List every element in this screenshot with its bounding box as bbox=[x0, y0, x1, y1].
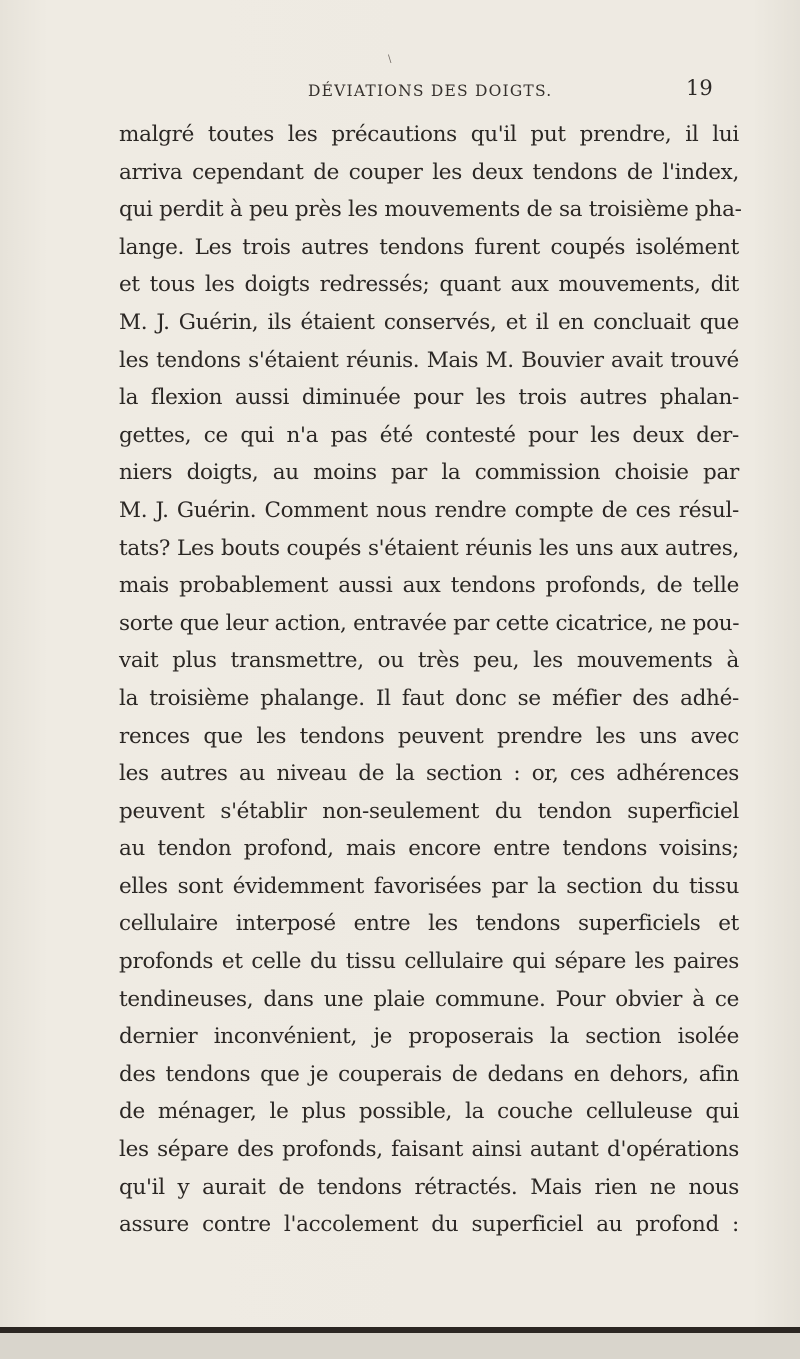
text-line: la flexion aussi diminuée pour les trois autres phalan- bbox=[119, 385, 739, 411]
text-line: sorte que leur action, entravée par cette cicatrice, ne pou- bbox=[119, 610, 740, 636]
text-line: qui perdit à peu près les mouvements de sa troisième pha- bbox=[119, 197, 742, 223]
text-line: tats? Les bouts coupés s'étaient réunis les uns aux autres, bbox=[119, 535, 739, 561]
text-line: cellulaire interposé entre les tendons superficiels et bbox=[119, 911, 739, 937]
text-line: arriva cependant de couper les deux tendons de l'index, bbox=[119, 159, 739, 185]
text-line: profonds et celle du tissu cellulaire qui sépare les paires bbox=[119, 949, 739, 975]
text-line: des tendons que je couperais de dedans en dehors, afin bbox=[119, 1061, 739, 1087]
page-number: 19 bbox=[686, 76, 713, 100]
text-line: de ménager, le plus possible, la couche celluleuse qui bbox=[119, 1099, 739, 1125]
text-line: M. J. Guérin, ils étaient conservés, et il en concluait que bbox=[119, 309, 739, 335]
ink-speck: \ bbox=[388, 54, 392, 65]
page-header bbox=[0, 76, 800, 106]
text-line: les sépare des profonds, faisant ainsi autant d'opérations bbox=[119, 1137, 739, 1163]
text-line: les autres au niveau de la section : or, ces adhérences bbox=[119, 761, 739, 787]
text-line: lange. Les trois autres tendons furent coupés isolément bbox=[119, 234, 739, 260]
text-line: elles sont évidemment favorisées par la section du tissu bbox=[119, 873, 739, 899]
page-bottom-margin bbox=[0, 1333, 800, 1359]
text-line: gettes, ce qui n'a pas été contesté pour les deux der- bbox=[119, 422, 739, 448]
running-head: DÉVIATIONS DES DOIGTS. bbox=[308, 82, 553, 100]
text-line: au tendon profond, mais encore entre tendons voisins; bbox=[119, 836, 739, 862]
body-text bbox=[119, 116, 742, 1244]
text-line: peuvent s'établir non-seulement du tendon superficiel bbox=[119, 798, 739, 824]
text-line: vait plus transmettre, ou très peu, les mouvements à bbox=[119, 648, 739, 674]
text-line: tendineuses, dans une plaie commune. Pour obvier à ce bbox=[119, 986, 739, 1012]
text-line: M. J. Guérin. Comment nous rendre compte de ces résul- bbox=[119, 497, 739, 523]
text-line: mais probablement aussi aux tendons profonds, de telle bbox=[119, 573, 739, 599]
text-line: dernier inconvénient, je proposerais la section isolée bbox=[119, 1024, 739, 1050]
text-line: malgré toutes les précautions qu'il put prendre, il lui bbox=[119, 122, 739, 147]
text-line: et tous les doigts redressés; quant aux mouvements, dit bbox=[119, 272, 739, 298]
text-line: rences que les tendons peuvent prendre les uns avec bbox=[119, 723, 739, 749]
text-line: niers doigts, au moins par la commission choisie par bbox=[119, 460, 739, 486]
text-line: qu'il y aurait de tendons rétractés. Mais rien ne nous bbox=[119, 1174, 739, 1200]
text-line: la troisième phalange. Il faut donc se méfier des adhé- bbox=[119, 685, 739, 711]
text-line: les tendons s'étaient réunis. Mais M. Bouvier avait trouvé bbox=[119, 347, 739, 373]
text-line: assure contre l'accolement du superficiel au profond : bbox=[119, 1212, 739, 1238]
